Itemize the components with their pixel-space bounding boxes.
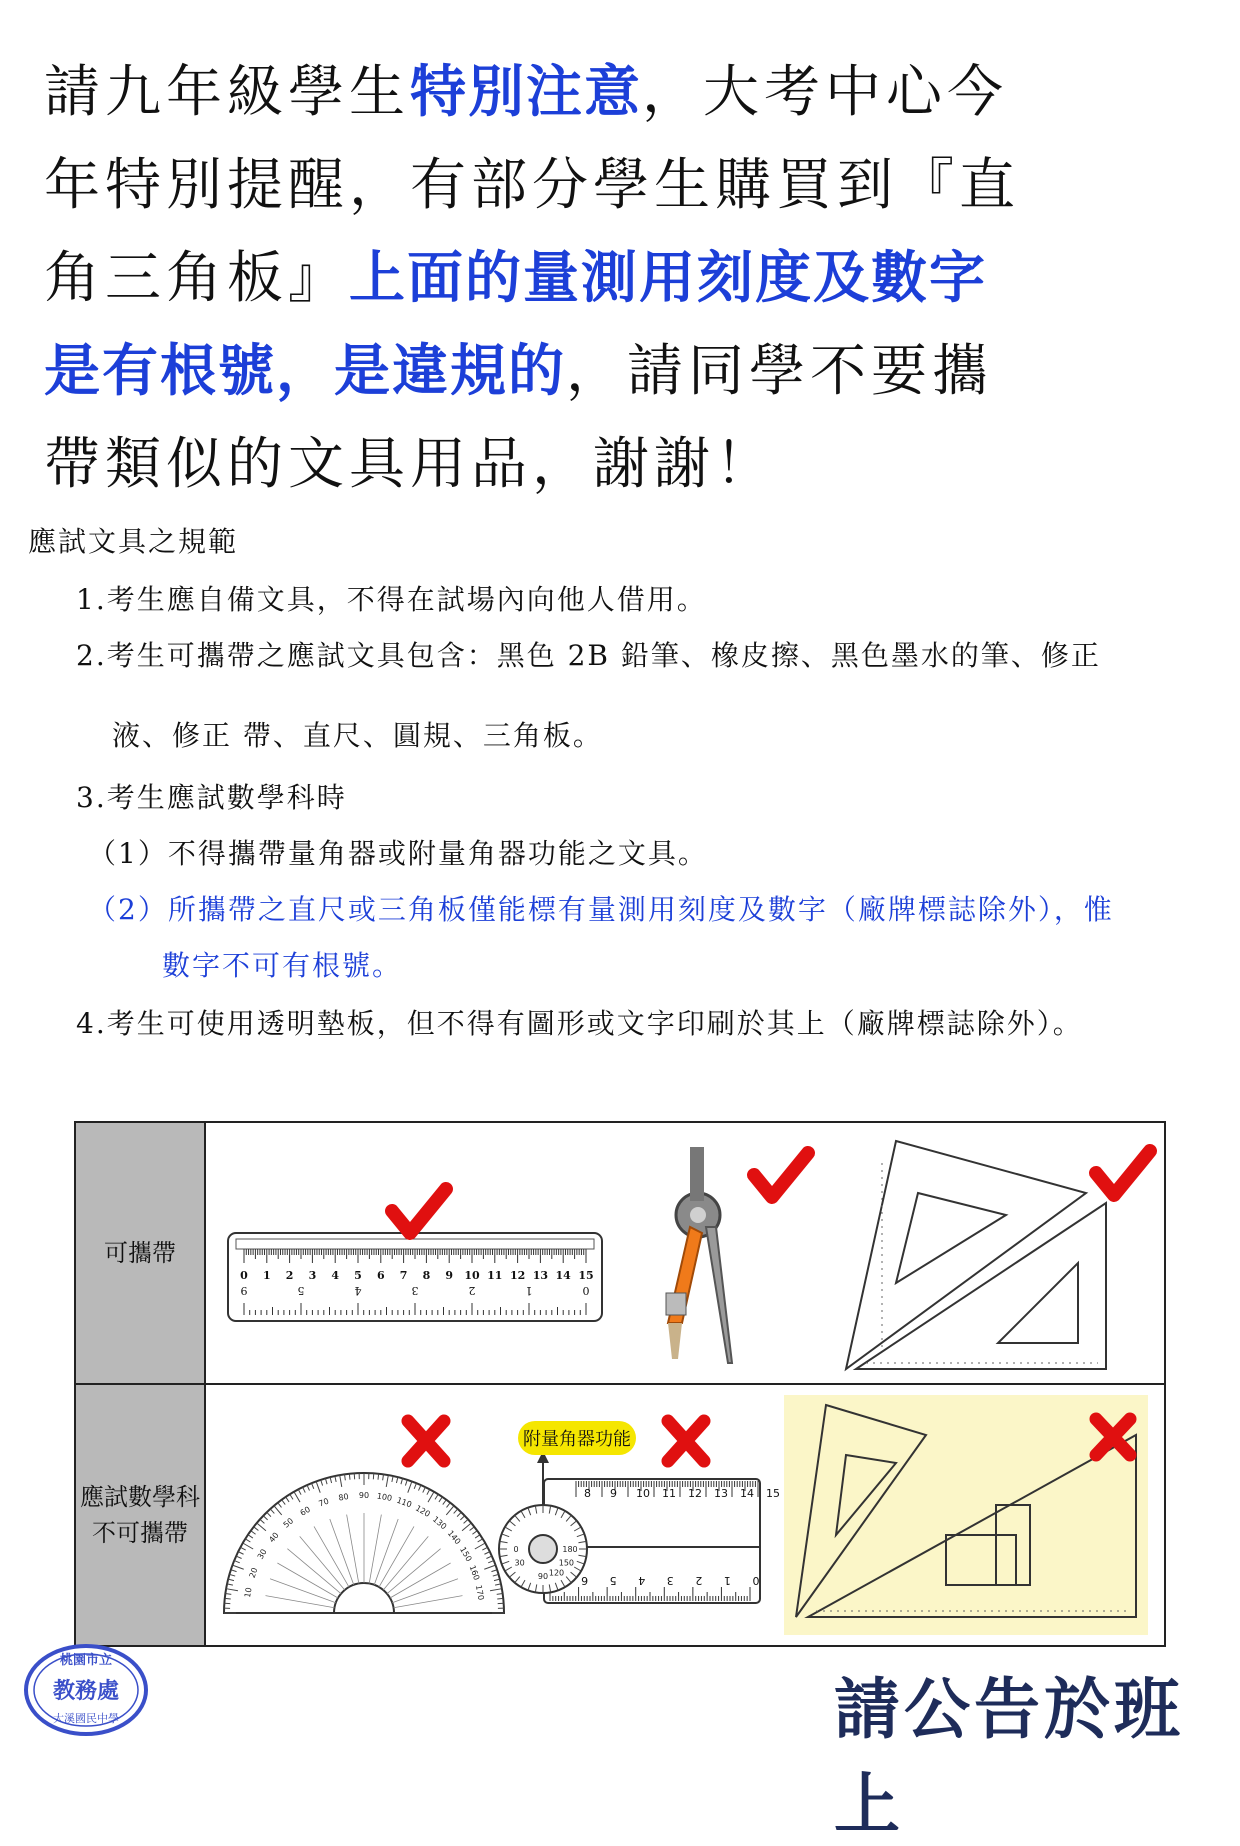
ruler-reverse-number: 1 [526, 1284, 533, 1297]
protractor-number: 30 [256, 1548, 269, 1561]
rule-3: 3.考生應試數學科時 [76, 776, 347, 816]
protractor-number: 40 [267, 1531, 280, 1545]
post-in-class-notice: 請公告於班上 [834, 1656, 1240, 1846]
combo-reverse-number: 6 [581, 1574, 588, 1587]
ruler-number: 5 [354, 1269, 362, 1282]
heading-line-3: 角三角板』上面的量測用刻度及數字 [44, 232, 1124, 325]
protractor-number: 10 [243, 1587, 254, 1599]
dial-number: 90 [538, 1572, 548, 1581]
protractor-number: 100 [376, 1492, 393, 1504]
cross-icon [408, 1421, 444, 1461]
emphasis-scale-numbers: 上面的量測用刻度及數字 [349, 246, 987, 311]
protractor-number: 20 [248, 1566, 260, 1579]
combo-reverse-number: 4 [638, 1574, 645, 1587]
check-icon [754, 1153, 808, 1197]
allowed-vs-banned-table [74, 1121, 1166, 1647]
ruler-number: 12 [510, 1269, 525, 1282]
protractor-callout: 附量角器功能 [523, 1429, 631, 1450]
combo-ruler-number: 13 [714, 1487, 728, 1500]
school-seal [20, 1640, 152, 1740]
emphasis-special-attention: 特別注意 [410, 60, 642, 125]
cross-icon [668, 1421, 704, 1461]
rules-title: 應試文具之規範 [28, 520, 238, 560]
ruler-number: 1 [263, 1269, 271, 1282]
ruler-number: 0 [240, 1269, 248, 1282]
dial-number: 150 [559, 1559, 574, 1568]
combo-reverse-number: 0 [753, 1574, 760, 1587]
protractor-number: 130 [431, 1515, 448, 1532]
protractor-number: 70 [317, 1497, 330, 1509]
protractor-number: 160 [468, 1564, 482, 1581]
ruler-reverse-number: 5 [298, 1284, 305, 1297]
heading-line-2: 年特別提醒，有部分學生購買到『直 [44, 139, 1124, 232]
allowed-row [75, 1122, 1165, 1384]
seal-top-text: 桃園市立 [60, 1652, 112, 1668]
combo-ruler-number: 14 [740, 1487, 754, 1500]
combo-ruler-number: 9 [610, 1487, 617, 1500]
banned-items [205, 1384, 1165, 1646]
compass [666, 1147, 732, 1363]
protractor-number: 80 [338, 1492, 350, 1503]
rule-4: 4.考生可使用透明墊板，但不得有圖形或文字印刷於其上（廠牌標誌除外）。 [76, 1002, 1083, 1042]
heading-line-5: 帶類似的文具用品，謝謝！ [44, 418, 1124, 511]
ruler-number: 7 [400, 1269, 408, 1282]
ruler-reverse-number: 2 [469, 1284, 476, 1297]
ruler-number: 9 [445, 1269, 453, 1282]
ruler-number: 4 [331, 1269, 339, 1282]
rule-1: 1.考生應自備文具，不得在試場內向他人借用。 [76, 578, 707, 618]
ruler-number: 14 [556, 1269, 572, 1282]
combo-ruler-number: 8 [584, 1487, 591, 1500]
banned-label: 應試數學科 不可攜帶 [75, 1384, 205, 1646]
set-square-with-roots [784, 1395, 1148, 1635]
check-icon [1096, 1151, 1150, 1195]
seal-bottom-text: 大溪國民中學 [53, 1711, 119, 1725]
rule-2-continued: 液、修正 帶、直尺、圓規、三角板。 [112, 714, 603, 754]
dial-number: 120 [549, 1568, 564, 1577]
protractor-number: 150 [458, 1545, 473, 1563]
combo-ruler-number: 11 [662, 1487, 676, 1500]
combo-reverse-number: 1 [724, 1574, 731, 1587]
check-icon [392, 1189, 446, 1233]
protractor-number: 60 [299, 1505, 312, 1518]
protractor-number: 140 [446, 1529, 463, 1546]
combo-ruler-number: 15 [766, 1487, 780, 1500]
dial-number: 30 [515, 1559, 525, 1568]
combo-reverse-number: 5 [610, 1574, 617, 1587]
protractor-number: 50 [282, 1516, 296, 1529]
combo-ruler-number: 12 [688, 1487, 702, 1500]
banned-row [75, 1384, 1165, 1646]
allowed-items [205, 1122, 1165, 1384]
dial-number: 180 [562, 1545, 577, 1554]
ruler-number: 6 [377, 1269, 385, 1282]
protractor-number: 120 [414, 1504, 432, 1519]
ruler-number: 2 [286, 1269, 294, 1282]
combo-reverse-number: 2 [695, 1574, 702, 1587]
ruler-reverse-number: 3 [412, 1284, 419, 1297]
ruler-reverse-number: 0 [583, 1284, 590, 1297]
ruler-number: 11 [487, 1269, 502, 1282]
ruler-number: 3 [309, 1269, 317, 1282]
protractor-number: 110 [395, 1496, 412, 1510]
ruler-with-protractor [499, 1421, 780, 1603]
ruler-number: 10 [464, 1269, 480, 1282]
heading-line-1: 請九年級學生特別注意，大考中心今 [44, 46, 1124, 139]
rule-3-1: （1）不得攜帶量角器或附量角器功能之文具。 [88, 832, 708, 872]
allowed-label: 可攜帶 [75, 1122, 205, 1384]
protractor-number: 170 [474, 1584, 486, 1601]
notice-heading [44, 46, 1124, 511]
protractor [224, 1473, 504, 1613]
rule-3-2-continued: 數字不可有根號。 [162, 944, 402, 984]
ruler-number: 8 [423, 1269, 431, 1282]
emphasis-violation: 是有根號，是違規的 [44, 339, 566, 404]
rule-2: 2.考生可攜帶之應試文具包含：黑色 2B 鉛筆、橡皮擦、黑色墨水的筆、修正 [76, 634, 1101, 674]
ruler-reverse-number: 9 [241, 1284, 248, 1297]
straight-ruler [228, 1233, 602, 1321]
combo-reverse-number: 3 [667, 1574, 674, 1587]
ruler-number: 15 [578, 1269, 593, 1282]
protractor-number: 90 [359, 1491, 369, 1500]
seal-center-text: 教務處 [53, 1678, 119, 1704]
set-square-pair [846, 1141, 1106, 1369]
dial-number: 0 [513, 1545, 518, 1554]
ruler-reverse-number: 4 [355, 1284, 362, 1297]
heading-line-4: 是有根號，是違規的，請同學不要攜 [44, 325, 1124, 418]
combo-ruler-number: 10 [636, 1487, 650, 1500]
ruler-number: 13 [533, 1269, 548, 1282]
rule-3-2: （2）所攜帶之直尺或三角板僅能標有量測用刻度及數字（廠牌標誌除外），惟 [88, 888, 1114, 928]
